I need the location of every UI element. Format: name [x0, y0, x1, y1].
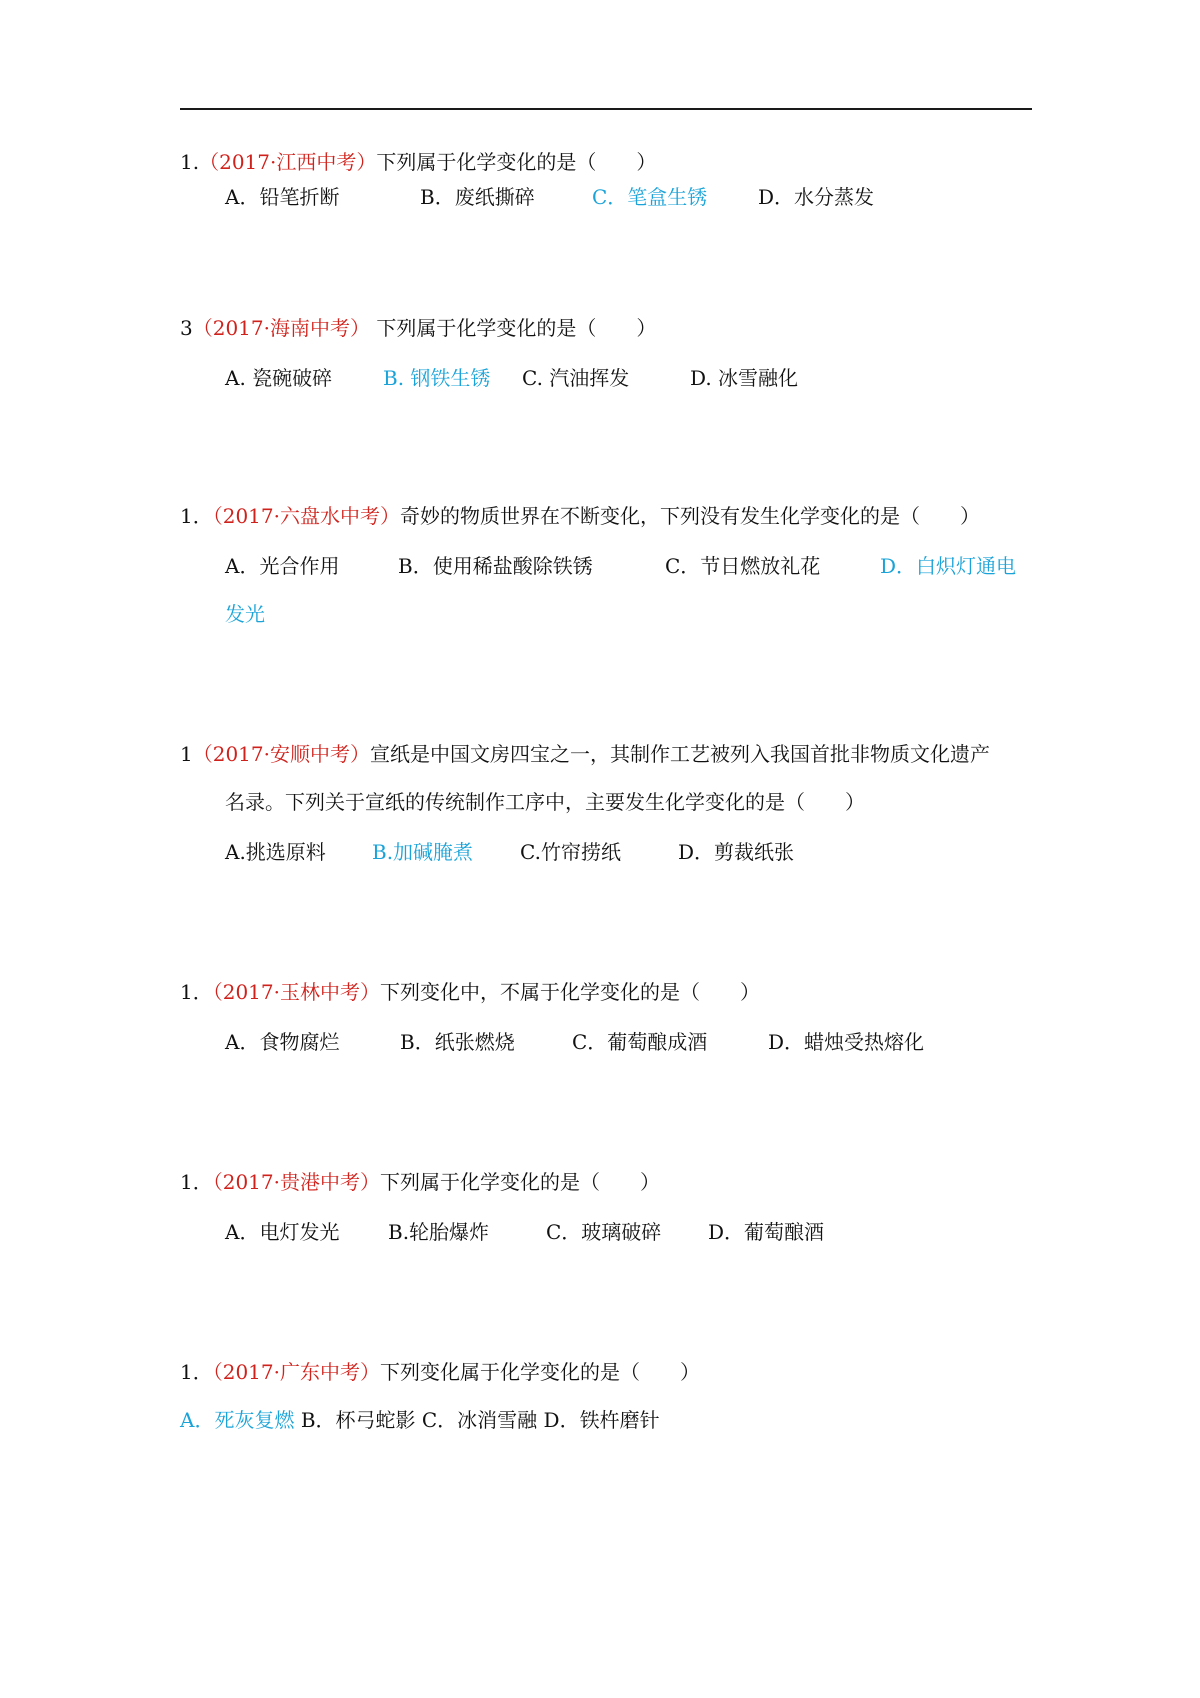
question-stem: 下列属于化学变化的是（ ） — [376, 150, 657, 174]
option-a: A．死灰复燃 — [180, 1408, 295, 1432]
option-c: C．冰消雪融 — [421, 1408, 538, 1432]
option-a: A．铅笔折断 — [225, 185, 340, 209]
option-d: D．剪裁纸张 — [678, 840, 795, 864]
question-stem: 下列属于化学变化的是（ ） — [370, 316, 657, 340]
option-b: B．废纸撕碎 — [420, 185, 535, 209]
option-a: A. 瓷碗破碎 — [225, 366, 333, 390]
option-d: D．蜡烛受热熔化 — [768, 1030, 925, 1054]
option-c: C.竹帘捞纸 — [520, 840, 621, 864]
option-b: B．杯弓蛇影 — [300, 1408, 416, 1432]
option-b: B.加碱腌煮 — [372, 840, 474, 864]
option-b: B. 钢铁生锈 — [383, 366, 491, 390]
option-c: C．葡萄酿成酒 — [572, 1030, 708, 1054]
option-b: B．使用稀盐酸除铁锈 — [398, 554, 593, 578]
option-d: D．葡萄酿酒 — [708, 1220, 825, 1244]
question-stem-continuation: 名录。下列关于宣纸的传统制作工序中，主要发生化学变化的是（ ） — [225, 790, 865, 814]
option-c: C. 汽油挥发 — [522, 366, 630, 390]
question-source: （2017·玉林中考） — [212, 980, 380, 1004]
option-a: A．食物腐烂 — [225, 1030, 340, 1054]
question-stem: 下列变化属于化学变化的是（ ） — [380, 1360, 700, 1384]
option-d: D．白炽灯通电 — [880, 554, 1017, 578]
option-b: B．纸张燃烧 — [400, 1030, 515, 1054]
option-d-continuation: 发光 — [225, 602, 265, 626]
question-stem: 宣纸是中国文房四宝之一，其制作工艺被列入我国首批非物质文化遗产 — [370, 742, 990, 766]
question-source: （2017·江西中考） — [199, 150, 377, 174]
question-number: 1． — [180, 1170, 213, 1194]
question-source: （2017·广东中考） — [212, 1360, 380, 1384]
option-d: D．铁杵磨针 — [543, 1408, 660, 1432]
question-number: 1. — [180, 150, 200, 174]
question-source: （2017·海南中考） — [192, 316, 370, 340]
question-number: 1． — [180, 980, 213, 1004]
question-source: （2017·六盘水中考） — [212, 504, 400, 528]
option-a: A.挑选原料 — [225, 840, 326, 864]
option-d: D．水分蒸发 — [758, 185, 875, 209]
question-stem: 奇妙的物质世界在不断变化，下列没有发生化学变化的是（ ） — [400, 504, 980, 528]
option-a: A．光合作用 — [225, 554, 340, 578]
question-number: 1 — [180, 742, 193, 766]
header-rule — [180, 108, 1032, 110]
question-number: 3 — [180, 316, 193, 340]
question-number: 1． — [180, 1360, 213, 1384]
option-a: A．电灯发光 — [225, 1220, 340, 1244]
question-stem: 下列属于化学变化的是（ ） — [380, 1170, 660, 1194]
option-c: C．节日燃放礼花 — [665, 554, 821, 578]
option-c: C．笔盒生锈 — [592, 185, 708, 209]
option-c: C．玻璃破碎 — [546, 1220, 662, 1244]
option-b: B.轮胎爆炸 — [388, 1220, 490, 1244]
option-d: D. 冰雪融化 — [690, 366, 799, 390]
question-stem: 下列变化中，不属于化学变化的是（ ） — [380, 980, 760, 1004]
question-number: 1． — [180, 504, 213, 528]
question-source: （2017·贵港中考） — [212, 1170, 380, 1194]
question-source: （2017·安顺中考） — [192, 742, 370, 766]
